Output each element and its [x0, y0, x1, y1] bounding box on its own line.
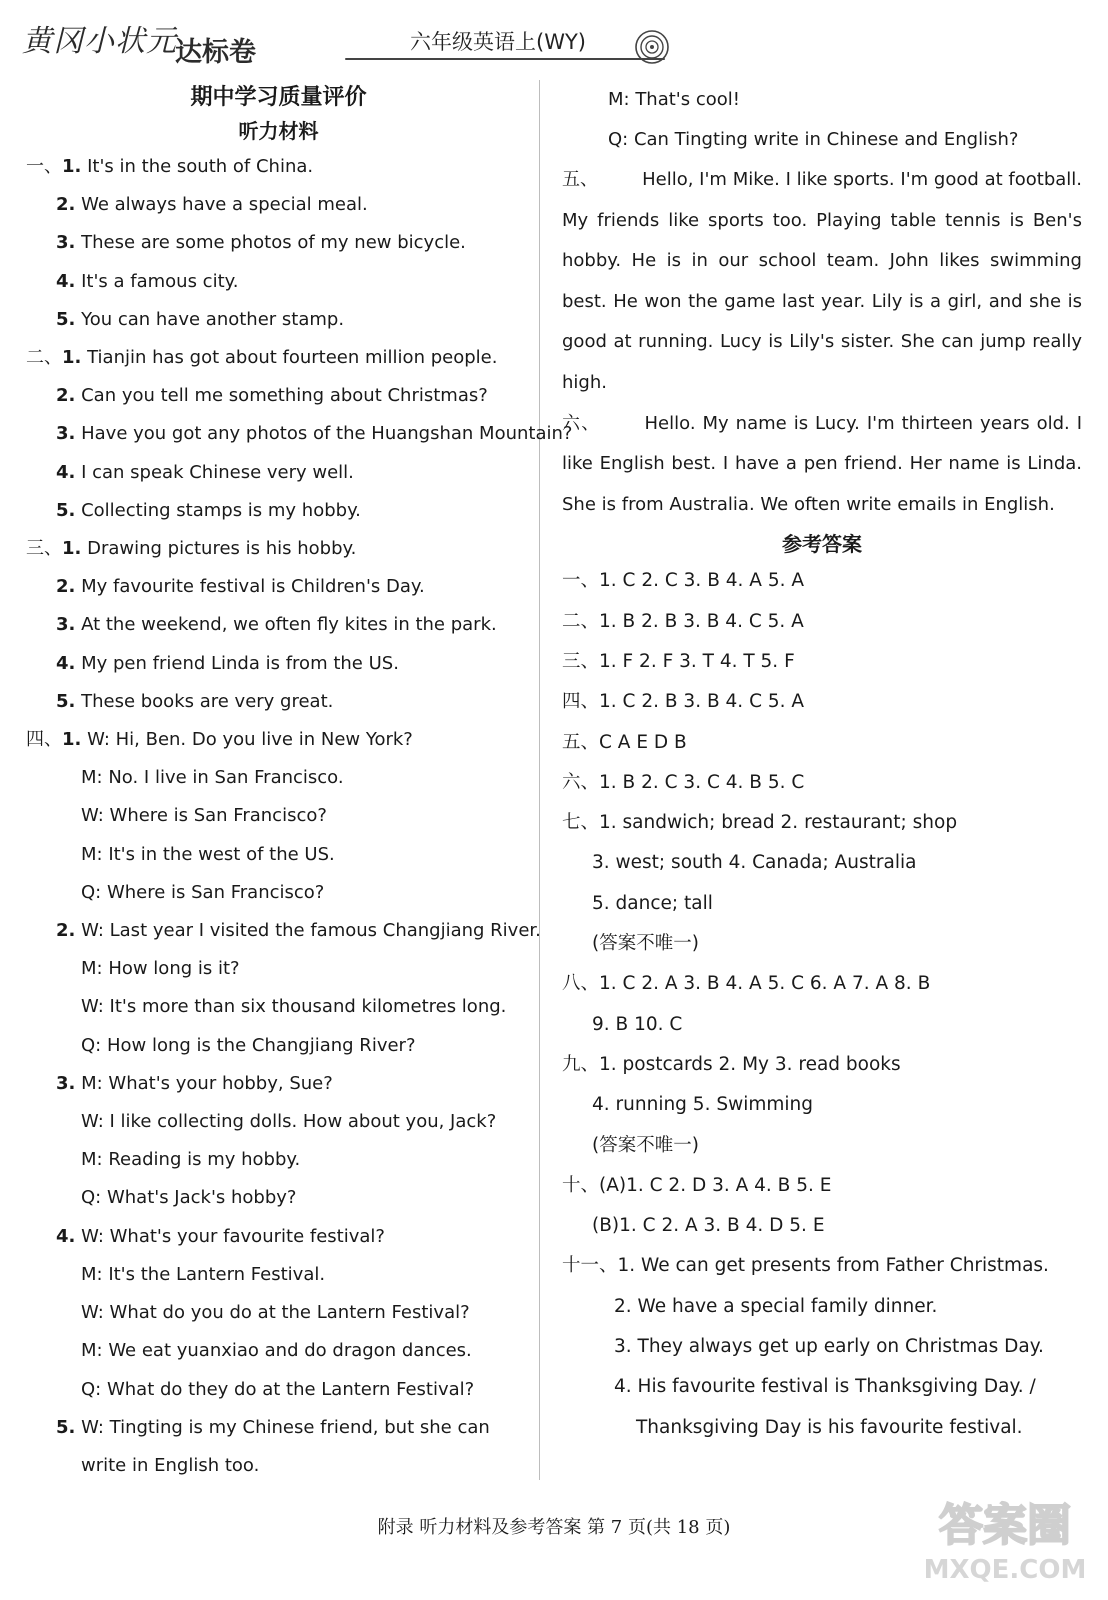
line-text: W: Last year I visited the famous Changjiang River. [75, 920, 541, 942]
listening-line [26, 1218, 531, 1256]
item-number: 2. [56, 194, 76, 216]
line-text: W: What do you do at the Lantern Festival? [81, 1302, 470, 1324]
listening-lines [26, 148, 573, 1485]
brand-subtitle: 达标卷 [175, 37, 256, 68]
line-text: You can have another stamp. [75, 308, 345, 330]
answer-line: 四、1. C 2. B 3. B 4. C 5. A [562, 691, 805, 713]
item-number: 1. [62, 347, 82, 369]
line-text: We always have a special meal. [75, 194, 368, 216]
listening-line [26, 1027, 531, 1065]
listening-line [26, 301, 531, 339]
item-number: 3. [56, 423, 76, 445]
answer-line: 2. We have a special family dinner. [614, 1295, 938, 1317]
answer-line: 六、1. B 2. C 3. C 4. B 5. C [562, 771, 805, 793]
line-text: M: It's the Lantern Festival. [81, 1263, 326, 1285]
passage-six-label: 六、 [562, 412, 601, 434]
answer-line: Thanksgiving Day is his favourite festival. [636, 1416, 1023, 1438]
answer-line: 一、1. C 2. C 3. B 4. A 5. A [562, 570, 805, 592]
passage-five-label: 五、 [562, 169, 599, 190]
grade-label: 六年级英语上(WY) [410, 30, 586, 54]
line-text: Q: What do they do at the Lantern Festival? [81, 1378, 475, 1400]
dialog-line: Q: Can Tingting write in Chinese and English? [608, 129, 1019, 150]
dialog-continuation [562, 80, 1082, 160]
passage-five-text: Hello, I'm Mike. I like sports. I'm good at football. My friends like sports too. Playing table tennis is Ben's hobby. He is in our school team. John likes swimming best. He won the game last year. Lily is a girl, and she is good at running. Lucy is Lily's sister. She can jump really high. [562, 169, 1083, 393]
brand-logo: 黄冈小状元 [22, 24, 177, 59]
passage-six-text: Hello. My name is Lucy. I'm thirteen years old. I like English best. I have a pen friend. Her name is Linda. She is from Australia. We often write emails in English. [562, 412, 1083, 515]
line-text: Q: What's Jack's hobby? [81, 1187, 297, 1209]
line-text: Collecting stamps is my hobby. [75, 499, 361, 521]
line-text: These are some photos of my new bicycle. [75, 232, 466, 254]
line-text: Drawing pictures is his hobby. [81, 538, 357, 560]
line-text: W: Where is San Francisco? [81, 805, 327, 827]
listening-line [26, 492, 531, 530]
line-text: W: What's your favourite festival? [75, 1225, 385, 1247]
line-text: Can you tell me something about Christmas? [75, 385, 488, 407]
answer-line: (答案不唯一) [592, 933, 699, 955]
listening-line [26, 912, 541, 950]
listening-line [26, 148, 531, 186]
listening-line [26, 415, 573, 453]
listening-line [26, 645, 531, 683]
page-footer: 附录 听力材料及参考答案 第 7 页(共 18 页) [377, 1517, 731, 1538]
listening-line [26, 1065, 531, 1103]
right-column [562, 80, 1082, 1448]
exam-title: 期中学习质量评价 [190, 85, 367, 110]
line-text: It's in the south of China. [81, 156, 314, 177]
answer-line: 五、C A E D B [562, 731, 687, 753]
line-text: I can speak Chinese very well. [75, 461, 354, 483]
answer-line: 5. dance; tall [592, 892, 713, 914]
line-text: M: How long is it? [81, 958, 240, 980]
item-number: 3. [56, 614, 76, 636]
line-text: W: I like collecting dolls. How about you, Jack? [81, 1111, 497, 1133]
section-number: 三、 [26, 538, 62, 560]
item-number: 5. [56, 1416, 76, 1438]
spiral-icon [633, 28, 671, 66]
line-text: W: Tingting is my Chinese friend, but she can [75, 1416, 490, 1438]
line-text: My pen friend Linda is from the US. [75, 652, 399, 674]
listening-line [26, 950, 531, 988]
column-divider [539, 80, 540, 1480]
listening-line [26, 1447, 531, 1485]
listening-line [26, 988, 531, 1026]
listening-material-column [26, 80, 573, 1485]
item-number: 2. [56, 576, 76, 598]
item-number: 2. [56, 920, 76, 942]
listening-line [26, 1256, 531, 1294]
line-text: My favourite festival is Children's Day. [75, 576, 425, 598]
page-header [0, 0, 1108, 80]
item-number: 2. [56, 385, 76, 407]
answer-line: 十、(A)1. C 2. D 3. A 4. B 5. E [562, 1174, 832, 1196]
listening-line [26, 454, 531, 492]
answer-line: 4. His favourite festival is Thanksgiving Day. / [614, 1376, 1036, 1398]
passage-five [562, 160, 1082, 404]
section-number: 一、 [26, 156, 62, 177]
listening-line [26, 186, 531, 224]
listening-line [26, 683, 531, 721]
item-number: 3. [56, 1072, 76, 1094]
line-text: Tianjin has got about fourteen million people. [81, 347, 498, 369]
listening-line [26, 1371, 531, 1409]
line-text: W: It's more than six thousand kilometres long. [81, 996, 507, 1018]
answer-key [562, 561, 1082, 1448]
line-text: Have you got any photos of the Huangshan Mountain? [75, 423, 573, 445]
item-number: 4. [56, 1225, 76, 1247]
item-number: 5. [56, 499, 76, 521]
item-number: 4. [56, 270, 76, 292]
answer-line: 九、1. postcards 2. My 3. read books [562, 1053, 901, 1075]
listening-line [26, 263, 531, 301]
answers-title: 参考答案 [782, 532, 862, 557]
listening-line [26, 874, 531, 912]
answer-line: (B)1. C 2. A 3. B 4. D 5. E [592, 1215, 825, 1237]
answer-line: 二、1. B 2. B 3. B 4. C 5. A [562, 610, 804, 632]
answer-line: 4. running 5. Swimming [592, 1094, 813, 1116]
answer-line: 十一、1. We can get presents from Father Christmas. [562, 1255, 1049, 1277]
line-text: M: What's your hobby, Sue? [75, 1072, 333, 1094]
item-number: 1. [62, 538, 82, 560]
item-number: 4. [56, 461, 76, 483]
listening-line [26, 339, 531, 377]
item-number: 1. [62, 729, 82, 751]
answer-line: 八、1. C 2. A 3. B 4. A 5. C 6. A 7. A 8. B [562, 973, 931, 995]
watermark-url: MXQE.COM [923, 1555, 1087, 1585]
section-title-listening: 听力材料 [238, 119, 319, 143]
item-number: 5. [56, 690, 76, 712]
line-text: At the weekend, we often fly kites in the park. [75, 614, 497, 636]
header-divider [345, 58, 665, 60]
item-number: 4. [56, 652, 76, 674]
listening-line [26, 530, 531, 568]
listening-line [26, 1294, 531, 1332]
listening-line [26, 224, 531, 262]
listening-line [26, 721, 531, 759]
section-number: 四、 [26, 729, 62, 751]
line-text: M: We eat yuanxiao and do dragon dances. [81, 1340, 472, 1362]
line-text: Q: How long is the Changjiang River? [81, 1034, 416, 1056]
watermark-text: 答案圈 [939, 1500, 1071, 1551]
listening-line [26, 1141, 531, 1179]
line-text: These books are very great. [75, 690, 334, 712]
line-text: M: No. I live in San Francisco. [81, 767, 344, 789]
listening-line [26, 568, 531, 606]
listening-line [26, 1179, 531, 1217]
answer-line: 9. B 10. C [592, 1013, 683, 1035]
answer-line: 三、1. F 2. F 3. T 4. T 5. F [562, 650, 795, 672]
watermark-logo [915, 1490, 1095, 1590]
dialog-line: M: That's cool! [608, 89, 740, 110]
answer-line: (答案不唯一) [592, 1134, 699, 1156]
listening-line [26, 1332, 531, 1370]
answer-line: 3. west; south 4. Canada; Australia [592, 852, 917, 874]
listening-line [26, 1409, 531, 1447]
line-text: M: Reading is my hobby. [81, 1149, 301, 1171]
line-text: write in English too. [81, 1454, 260, 1476]
listening-line [26, 1103, 531, 1141]
passage-six [562, 404, 1082, 526]
section-number: 二、 [26, 347, 62, 369]
listening-line [26, 759, 531, 797]
answer-line: 七、1. sandwich; bread 2. restaurant; shop [562, 812, 958, 834]
line-text: M: It's in the west of the US. [81, 843, 335, 865]
line-text: It's a famous city. [75, 270, 239, 292]
line-text: W: Hi, Ben. Do you live in New York? [81, 729, 413, 751]
item-number: 5. [56, 308, 76, 330]
item-number: 3. [56, 232, 76, 254]
listening-line [26, 377, 531, 415]
listening-line [26, 797, 531, 835]
listening-line [26, 836, 531, 874]
item-number: 1. [62, 156, 82, 177]
line-text: Q: Where is San Francisco? [81, 881, 325, 903]
listening-line [26, 606, 531, 644]
answer-line: 3. They always get up early on Christmas Day. [614, 1335, 1044, 1357]
